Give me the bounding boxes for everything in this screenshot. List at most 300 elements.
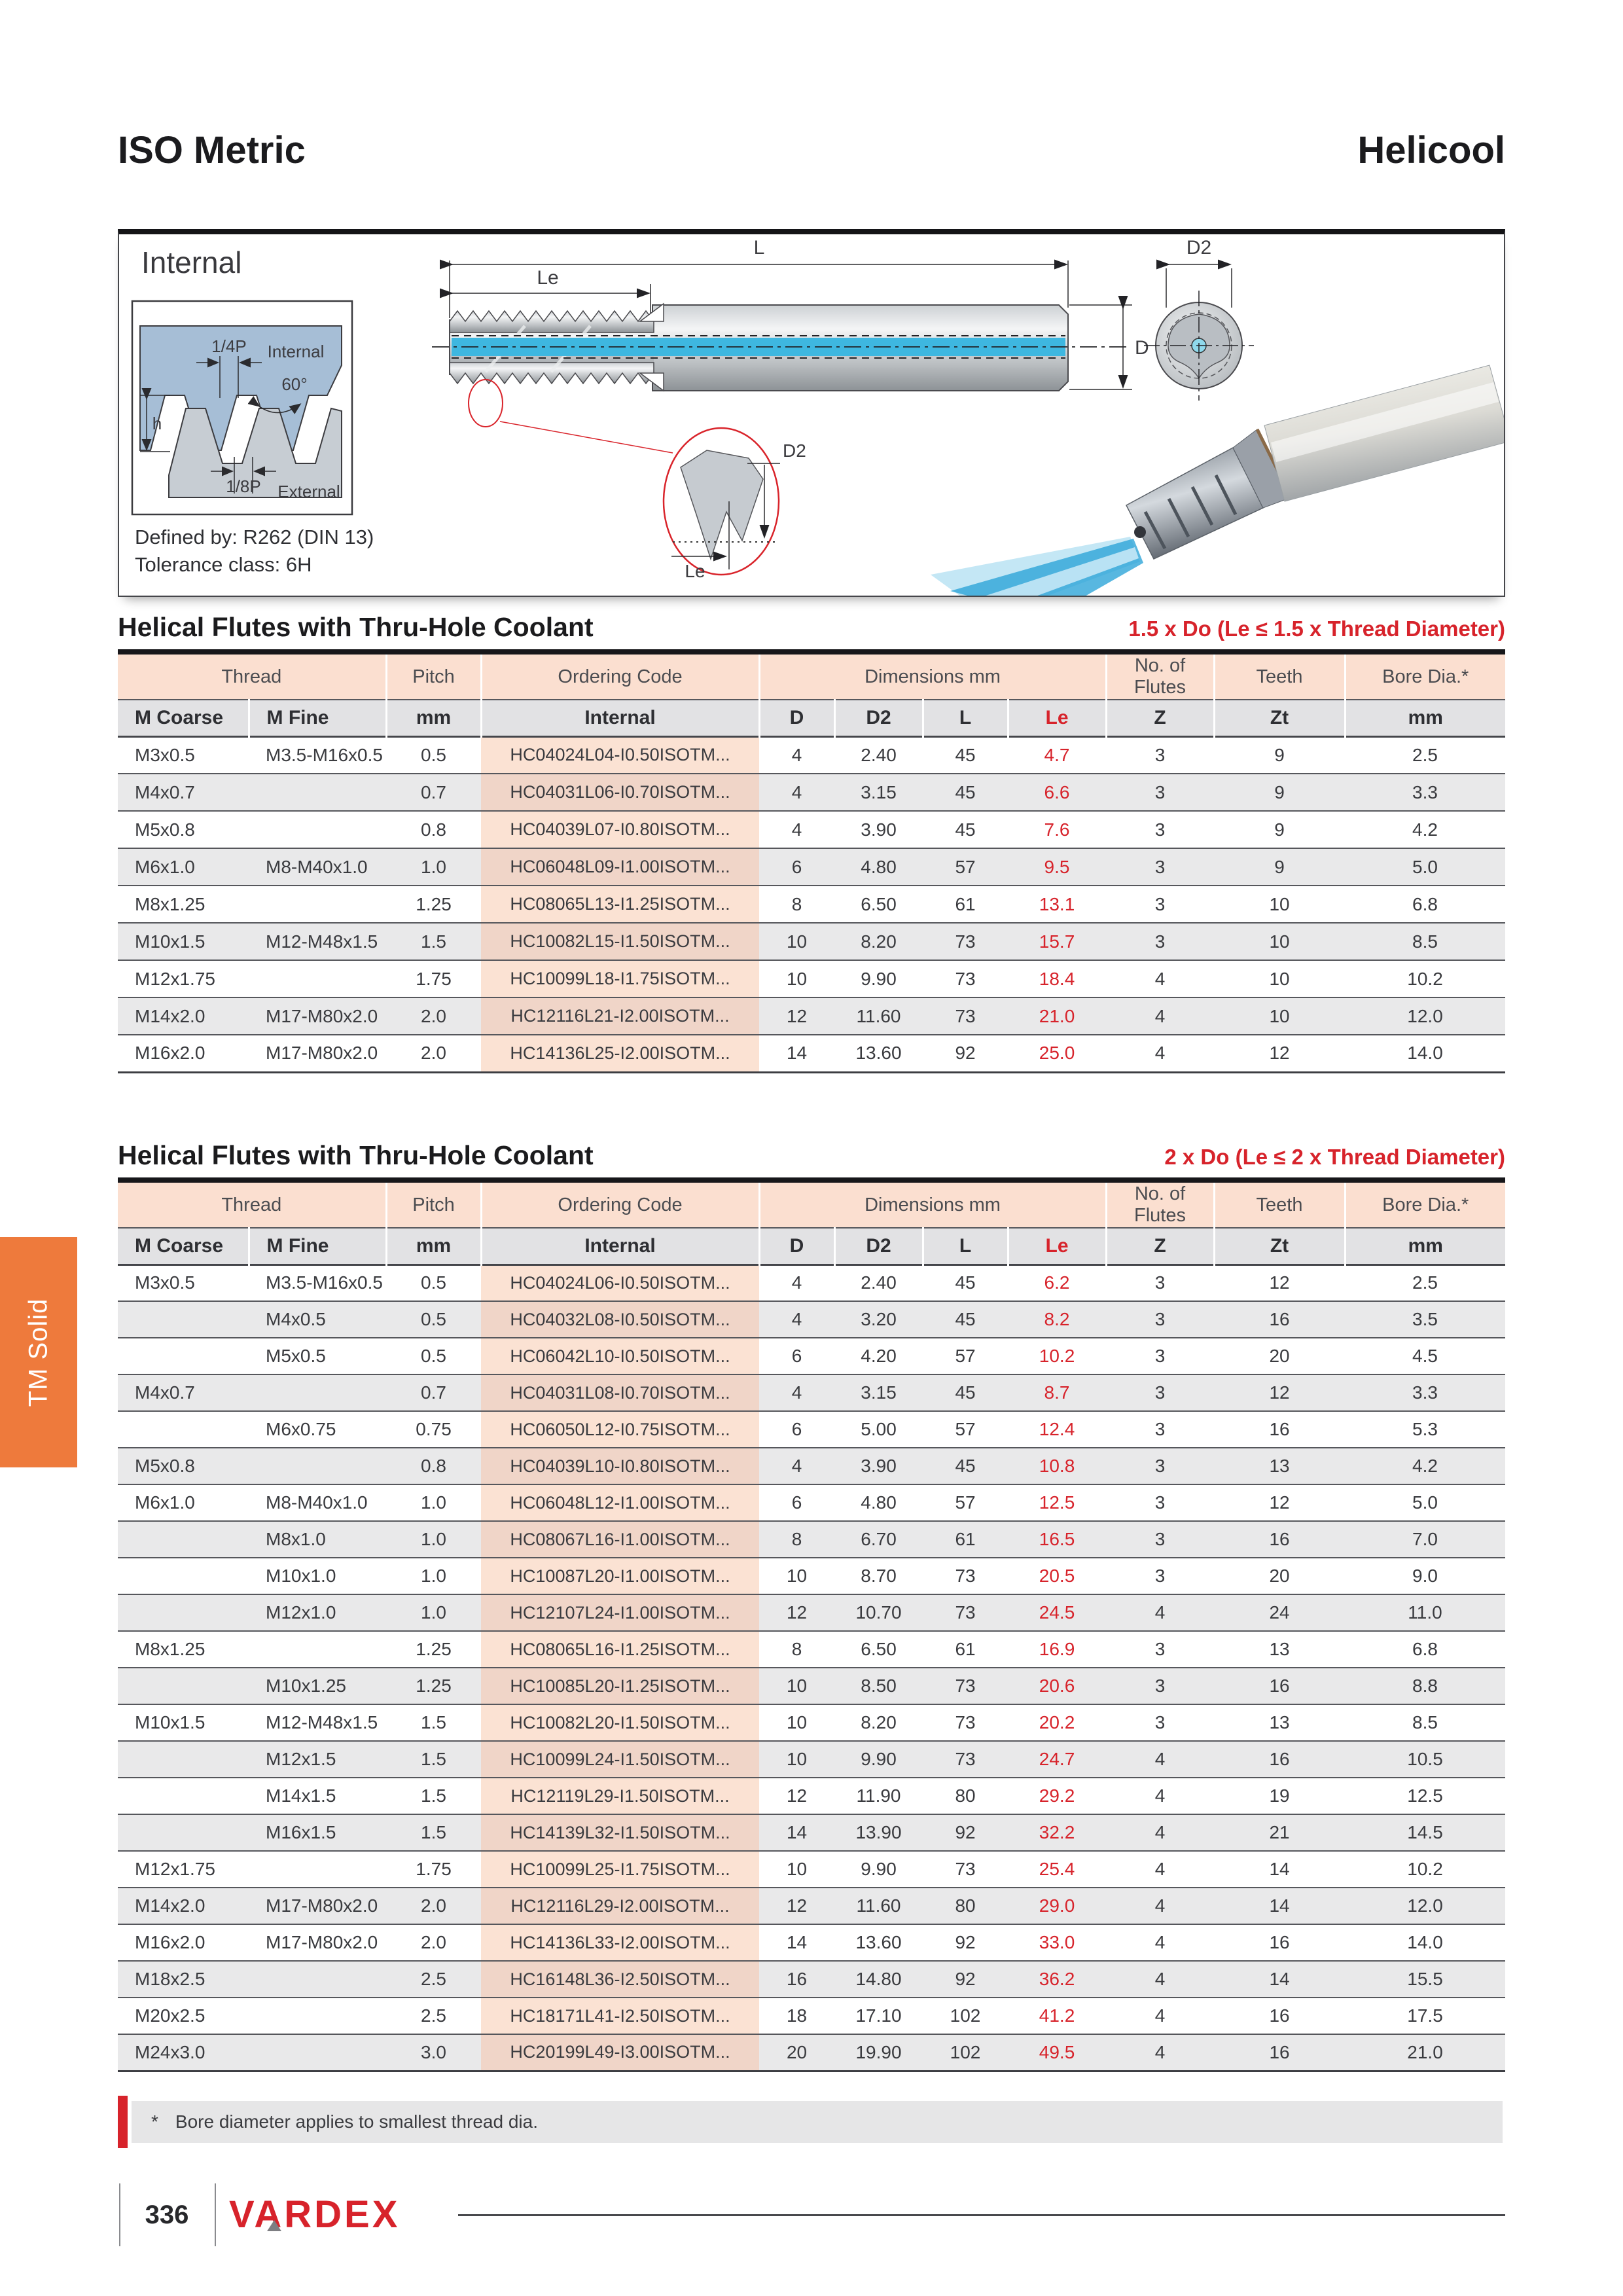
ordering-code-cell: HC10087L20-I1.00ISOTM...: [481, 1558, 759, 1594]
col-group-dimensions: Dimensions mm: [759, 652, 1106, 700]
z-cell: 3: [1154, 1639, 1166, 1659]
le-cell: 20.5: [1039, 1566, 1075, 1586]
col-group-ordering-code: Ordering Code: [481, 1180, 759, 1228]
m-coarse-cell: M24x3.0: [135, 2041, 205, 2062]
zt-cell: 21: [1269, 1822, 1290, 1842]
dimension-D-lines: [1069, 305, 1132, 389]
d-cell: 18: [786, 2005, 808, 2026]
m-fine-cell: M17-M80x2.0: [266, 1005, 378, 1026]
table-row: [118, 848, 1505, 886]
z-cell: 4: [1154, 1895, 1166, 1916]
d2-cell: 8.50: [861, 1676, 897, 1696]
d-cell: 6: [791, 1492, 802, 1513]
table-row: [118, 1374, 1505, 1411]
m-fine-cell: M10x1.0: [266, 1566, 336, 1586]
sub-header-row: [118, 1228, 1505, 1265]
m-coarse-cell: M12x1.75: [135, 1859, 215, 1879]
m-fine-cell: M8x1.0: [266, 1529, 326, 1549]
m-coarse-cell: [118, 1411, 249, 1448]
detail-callout: [469, 380, 806, 581]
bore-cell: 3.5: [1412, 1309, 1438, 1329]
d-cell: 8: [791, 1529, 802, 1549]
col-d: D: [759, 700, 834, 736]
ordering-code-cell: HC18171L41-I2.50ISOTM...: [481, 1998, 759, 2034]
m-coarse-cell: [118, 1814, 249, 1851]
footnote-mark: *: [151, 2111, 158, 2132]
col-l: L: [923, 700, 1008, 736]
footnote-strip: [132, 2101, 1503, 2143]
zt-cell: 13: [1269, 1456, 1290, 1476]
pitch-cell: 0.7: [421, 781, 446, 802]
le-cell: 13.1: [1039, 893, 1075, 914]
d2-cell: 4.80: [861, 856, 897, 877]
tool-photo: [931, 365, 1504, 596]
table-row: [118, 736, 1505, 774]
le-cell: 8.7: [1044, 1382, 1070, 1403]
bore-cell: 3.3: [1412, 781, 1438, 802]
le-cell: 10.8: [1039, 1456, 1075, 1476]
m-fine-cell: M8-M40x1.0: [266, 1492, 368, 1513]
l-cell: 45: [955, 819, 976, 840]
footnote-bar: [118, 2096, 1505, 2148]
footnote-red-bar: [118, 2096, 128, 2148]
m-coarse-cell: M10x1.5: [135, 931, 205, 952]
page-title-standard: ISO Metric: [118, 129, 306, 171]
m-coarse-cell: M18x2.5: [135, 1969, 205, 1989]
ordering-code-cell: HC10085L20-I1.25ISOTM...: [481, 1668, 759, 1704]
col-group-pitch: Pitch: [386, 1180, 481, 1228]
z-cell: 4: [1154, 1822, 1166, 1842]
m-fine-cell: M3.5-M16x0.5: [266, 744, 383, 765]
m-coarse-cell: [118, 1594, 249, 1631]
defined-by-text: Defined by: R262 (DIN 13): [135, 526, 374, 548]
d2-cell: 17.10: [855, 2005, 902, 2026]
table-row: [118, 997, 1505, 1035]
table-row: [118, 886, 1505, 923]
pitch-cell: 1.25: [416, 1676, 452, 1696]
col-internal: Internal: [481, 1228, 759, 1265]
quarter-pitch-label: 1/4P: [211, 336, 247, 356]
zt-cell: 16: [1269, 2041, 1290, 2062]
col-d: D: [759, 1228, 834, 1265]
detail-Le-label: Le: [685, 561, 705, 581]
section-annotation: 2 x Do (Le ≤ 2 x Thread Diameter): [1164, 1145, 1505, 1169]
ordering-code-cell: HC10099L24-I1.50ISOTM...: [481, 1741, 759, 1778]
ordering-code-cell: HC06048L12-I1.00ISOTM...: [481, 1484, 759, 1521]
footer-divider: [215, 2183, 216, 2246]
zt-cell: 16: [1269, 1419, 1290, 1439]
table-row: [118, 1558, 1505, 1594]
l-cell: 73: [955, 1749, 976, 1769]
pitch-cell: 0.5: [421, 1346, 446, 1366]
m-coarse-cell: M16x2.0: [135, 1932, 205, 1952]
table-row: [118, 1484, 1505, 1521]
l-cell: 73: [955, 968, 976, 989]
ordering-code-cell: HC04032L08-I0.50ISOTM...: [481, 1301, 759, 1338]
l-cell: 73: [955, 931, 976, 952]
bore-cell: 14.5: [1407, 1822, 1443, 1842]
page-title-product: Helicool: [1357, 129, 1505, 171]
ordering-code-cell: HC06048L09-I1.00ISOTM...: [481, 848, 759, 886]
side-tab-label: TM Solid: [24, 1298, 53, 1407]
col-z: Z: [1106, 1228, 1214, 1265]
z-cell: 3: [1154, 1309, 1166, 1329]
dim-D2-label: D2: [1186, 237, 1212, 259]
le-cell: 25.0: [1039, 1043, 1075, 1064]
zt-cell: 24: [1269, 1602, 1290, 1623]
bore-cell: 6.8: [1412, 1639, 1438, 1659]
zt-cell: 14: [1269, 1859, 1290, 1879]
helicool-table-1-5xdo: [118, 649, 1505, 1073]
pitch-cell: 1.0: [421, 1492, 446, 1513]
col-group-pitch: Pitch: [386, 652, 481, 700]
le-cell: 21.0: [1039, 1005, 1075, 1026]
pitch-cell: 1.0: [421, 856, 446, 877]
le-cell: 12.5: [1039, 1492, 1075, 1513]
bore-cell: 2.5: [1412, 1272, 1438, 1293]
vardex-logo-triangle-icon: [267, 2220, 281, 2231]
zt-cell: 10: [1269, 1005, 1290, 1026]
pitch-cell: 0.8: [421, 1456, 446, 1476]
ordering-code-cell: HC04039L10-I0.80ISOTM...: [481, 1448, 759, 1484]
table-row: [118, 774, 1505, 811]
le-cell: 24.5: [1039, 1602, 1075, 1623]
m-fine-cell: M8-M40x1.0: [266, 856, 368, 877]
m-fine-cell: M12x1.0: [266, 1602, 336, 1623]
zt-cell: 20: [1269, 1346, 1290, 1366]
col-group-teeth: Teeth: [1214, 1180, 1345, 1228]
l-cell: 57: [955, 1492, 976, 1513]
zt-cell: 10: [1269, 931, 1290, 952]
d2-cell: 3.15: [861, 781, 897, 802]
table-row: [118, 1338, 1505, 1374]
col-bore-mm: mm: [1408, 1234, 1443, 1257]
le-cell: 29.0: [1039, 1895, 1075, 1916]
d-cell: 20: [786, 2041, 808, 2062]
d2-cell: 2.40: [861, 744, 897, 765]
dim-D-label: D: [1135, 337, 1149, 359]
pitch-cell: 2.0: [421, 1932, 446, 1952]
l-cell: 61: [955, 1529, 976, 1549]
ordering-code-cell: HC12116L21-I2.00ISOTM...: [481, 997, 759, 1035]
d2-cell: 6.70: [861, 1529, 897, 1549]
table-row: [118, 1924, 1505, 1961]
m-coarse-cell: M5x0.8: [135, 819, 195, 840]
d2-cell: 8.20: [861, 1712, 897, 1732]
ordering-code-cell: HC04024L04-I0.50ISOTM...: [481, 736, 759, 774]
d2-cell: 3.15: [861, 1382, 897, 1403]
l-cell: 57: [955, 1346, 976, 1366]
d-cell: 10: [786, 1859, 808, 1879]
le-cell: 25.4: [1039, 1859, 1075, 1879]
bore-cell: 12.0: [1407, 1895, 1443, 1916]
zt-cell: 16: [1269, 1749, 1290, 1769]
m-fine-cell: [249, 811, 386, 848]
zt-cell: 12: [1269, 1043, 1290, 1064]
bore-cell: 8.5: [1412, 1712, 1438, 1732]
d-cell: 4: [791, 1382, 802, 1403]
zt-cell: 19: [1269, 1785, 1290, 1806]
pitch-cell: 1.75: [416, 1859, 452, 1879]
m-fine-cell: [249, 1631, 386, 1668]
m-coarse-cell: M4x0.7: [135, 781, 195, 802]
d-cell: 10: [786, 1676, 808, 1696]
ordering-code-cell: HC06050L12-I0.75ISOTM...: [481, 1411, 759, 1448]
ordering-code-cell: HC14136L33-I2.00ISOTM...: [481, 1924, 759, 1961]
pitch-cell: 3.0: [421, 2041, 446, 2062]
col-group-flutes: No. of Flutes: [1106, 652, 1214, 700]
pitch-cell: 1.0: [421, 1602, 446, 1623]
table-row: [118, 1265, 1505, 1301]
col-le: Le: [1008, 1228, 1106, 1265]
z-cell: 4: [1154, 1749, 1166, 1769]
zt-cell: 14: [1269, 1969, 1290, 1989]
d-cell: 14: [786, 1043, 808, 1064]
ordering-code-cell: HC16148L36-I2.50ISOTM...: [481, 1961, 759, 1998]
z-cell: 3: [1154, 1712, 1166, 1732]
d2-cell: 13.60: [855, 1043, 902, 1064]
pitch-cell: 2.0: [421, 1005, 446, 1026]
table-section-1: [118, 612, 1505, 1073]
m-coarse-cell: M20x2.5: [135, 2005, 205, 2026]
ordering-code-cell: HC10082L15-I1.50ISOTM...: [481, 923, 759, 960]
ordering-code-cell: HC20199L49-I3.00ISOTM...: [481, 2034, 759, 2071]
l-cell: 45: [955, 1309, 976, 1329]
page-footer: [118, 2183, 1505, 2246]
footer-divider: [119, 2183, 120, 2246]
col-group-flutes: No. of Flutes: [1106, 1180, 1214, 1228]
d2-cell: 2.40: [861, 1272, 897, 1293]
m-coarse-cell: M8x1.25: [135, 1639, 205, 1659]
col-internal: Internal: [481, 700, 759, 736]
ordering-code-cell: HC04031L08-I0.70ISOTM...: [481, 1374, 759, 1411]
z-cell: 4: [1154, 1005, 1166, 1026]
bore-cell: 10.2: [1407, 968, 1443, 989]
pitch-cell: 2.0: [421, 1895, 446, 1916]
bore-cell: 10.5: [1407, 1749, 1443, 1769]
l-cell: 92: [955, 1932, 976, 1952]
z-cell: 4: [1154, 1932, 1166, 1952]
m-coarse-cell: [118, 1741, 249, 1778]
angle-label: 60°: [281, 374, 308, 394]
z-cell: 3: [1154, 893, 1166, 914]
ordering-code-cell: HC10099L18-I1.75ISOTM...: [481, 960, 759, 997]
m-coarse-cell: [118, 1338, 249, 1374]
l-cell: 102: [950, 2041, 981, 2062]
zt-cell: 10: [1269, 968, 1290, 989]
table-row: [118, 1521, 1505, 1558]
pitch-cell: 1.5: [421, 1749, 446, 1769]
le-cell: 7.6: [1044, 819, 1070, 840]
d2-cell: 13.60: [855, 1932, 902, 1952]
table-row: [118, 1961, 1505, 1998]
ordering-code-cell: HC10099L25-I1.75ISOTM...: [481, 1851, 759, 1888]
m-coarse-cell: M10x1.5: [135, 1712, 205, 1732]
le-cell: 4.7: [1044, 744, 1070, 765]
d2-cell: 3.90: [861, 819, 897, 840]
d-cell: 4: [791, 781, 802, 802]
table-row: [118, 1814, 1505, 1851]
z-cell: 3: [1154, 1382, 1166, 1403]
zt-cell: 9: [1274, 856, 1285, 877]
zt-cell: 9: [1274, 744, 1285, 765]
tool-side-view: [432, 304, 1127, 391]
section-title: Helical Flutes with Thru-Hole Coolant: [118, 1140, 594, 1170]
pitch-cell: 1.5: [421, 1785, 446, 1806]
d2-cell: 4.80: [861, 1492, 897, 1513]
l-cell: 57: [955, 1419, 976, 1439]
d-cell: 6: [791, 1419, 802, 1439]
ordering-code-cell: HC08065L13-I1.25ISOTM...: [481, 886, 759, 923]
pitch-cell: 2.5: [421, 2005, 446, 2026]
m-coarse-cell: [118, 1668, 249, 1704]
vardex-logo: VARDEX: [229, 2193, 401, 2236]
d-cell: 12: [786, 1602, 808, 1623]
ordering-code-cell: HC12107L24-I1.00ISOTM...: [481, 1594, 759, 1631]
d2-cell: 11.90: [856, 1785, 901, 1806]
z-cell: 4: [1154, 1043, 1166, 1064]
le-cell: 8.2: [1044, 1309, 1070, 1329]
z-cell: 3: [1154, 1456, 1166, 1476]
d-cell: 12: [786, 1785, 808, 1806]
col-m-fine: M Fine: [249, 1228, 386, 1265]
le-cell: 10.2: [1039, 1346, 1075, 1366]
d2-cell: 8.20: [861, 931, 897, 952]
z-cell: 3: [1154, 1346, 1166, 1366]
m-fine-cell: [249, 886, 386, 923]
m-fine-cell: [249, 1998, 386, 2034]
zt-cell: 13: [1269, 1639, 1290, 1659]
zt-cell: 16: [1269, 1529, 1290, 1549]
zt-cell: 16: [1269, 2005, 1290, 2026]
d-cell: 10: [786, 968, 808, 989]
d2-cell: 19.90: [855, 2041, 902, 2062]
d-cell: 12: [786, 1895, 808, 1916]
zt-cell: 16: [1269, 1676, 1290, 1696]
m-fine-cell: M16x1.5: [266, 1822, 336, 1842]
l-cell: 102: [950, 2005, 981, 2026]
z-cell: 3: [1154, 1419, 1166, 1439]
section-title: Helical Flutes with Thru-Hole Coolant: [118, 612, 594, 642]
d-cell: 6: [791, 856, 802, 877]
table-row: [118, 811, 1505, 848]
l-cell: 92: [955, 1043, 976, 1064]
z-cell: 4: [1154, 968, 1166, 989]
col-m-coarse: M Coarse: [118, 1228, 249, 1265]
l-cell: 45: [955, 1456, 976, 1476]
m-coarse-cell: M14x2.0: [135, 1005, 205, 1026]
m-fine-cell: [249, 1961, 386, 1998]
bore-cell: 15.5: [1407, 1969, 1443, 1989]
col-pitch-mm: mm: [386, 1228, 481, 1265]
table-row: [118, 1594, 1505, 1631]
bore-cell: 14.0: [1407, 1932, 1443, 1952]
col-pitch-mm: mm: [386, 700, 481, 736]
eighth-pitch-label: 1/8P: [226, 476, 261, 496]
col-group-thread: Thread: [118, 652, 386, 700]
z-cell: 3: [1154, 1272, 1166, 1293]
l-cell: 61: [955, 893, 976, 914]
pitch-cell: 2.0: [421, 1043, 446, 1064]
m-coarse-cell: M12x1.75: [135, 968, 215, 989]
m-coarse-cell: [118, 1778, 249, 1814]
m-fine-cell: M17-M80x2.0: [266, 1932, 378, 1952]
group-header-row: [118, 1180, 1505, 1228]
pitch-cell: 2.5: [421, 1969, 446, 1989]
table-row: [118, 1998, 1505, 2034]
z-cell: 3: [1154, 744, 1166, 765]
m-coarse-cell: [118, 1558, 249, 1594]
col-d2: D2: [834, 700, 923, 736]
bore-cell: 11.0: [1408, 1602, 1442, 1623]
table-row: [118, 1888, 1505, 1924]
m-fine-cell: M5x0.5: [266, 1346, 326, 1366]
le-cell: 49.5: [1039, 2041, 1075, 2062]
col-bore-mm: mm: [1408, 706, 1443, 728]
le-cell: 18.4: [1039, 968, 1075, 989]
le-cell: 6.6: [1044, 781, 1070, 802]
l-cell: 45: [955, 781, 976, 802]
internal-side-label: Internal: [267, 342, 325, 361]
d-cell: 16: [786, 1969, 808, 1989]
table-row: [118, 960, 1505, 997]
d-cell: 12: [786, 1005, 808, 1026]
z-cell: 4: [1154, 1969, 1166, 1989]
le-cell: 29.2: [1039, 1785, 1075, 1806]
dim-Le-label: Le: [537, 267, 559, 289]
l-cell: 80: [955, 1785, 976, 1806]
le-cell: 6.2: [1044, 1272, 1070, 1293]
bore-cell: 12.5: [1407, 1785, 1443, 1806]
bore-cell: 2.5: [1412, 744, 1438, 765]
m-coarse-cell: M6x1.0: [135, 1492, 195, 1513]
le-cell: 9.5: [1044, 856, 1070, 877]
section-annotation: 1.5 x Do (Le ≤ 1.5 x Thread Diameter): [1128, 617, 1505, 641]
col-group-teeth: Teeth: [1214, 652, 1345, 700]
z-cell: 3: [1154, 1492, 1166, 1513]
bore-cell: 6.8: [1412, 893, 1438, 914]
m-fine-cell: M10x1.25: [266, 1676, 346, 1696]
le-cell: 15.7: [1039, 931, 1075, 952]
d-cell: 6: [791, 1346, 802, 1366]
col-d2: D2: [834, 1228, 923, 1265]
m-fine-cell: M12-M48x1.5: [266, 931, 378, 952]
m-coarse-cell: [118, 1301, 249, 1338]
ordering-code-cell: HC14139L32-I1.50ISOTM...: [481, 1814, 759, 1851]
le-cell: 20.6: [1039, 1676, 1075, 1696]
zt-cell: 9: [1274, 781, 1285, 802]
le-cell: 24.7: [1039, 1749, 1075, 1769]
table-row: [118, 1741, 1505, 1778]
table-row: [118, 1448, 1505, 1484]
bore-cell: 4.5: [1412, 1346, 1438, 1366]
zt-cell: 13: [1269, 1712, 1290, 1732]
d-cell: 4: [791, 1456, 802, 1476]
pitch-cell: 0.75: [416, 1419, 452, 1439]
m-fine-cell: [249, 1851, 386, 1888]
zt-cell: 9: [1274, 819, 1285, 840]
photo-shank: [1264, 365, 1504, 501]
z-cell: 3: [1154, 819, 1166, 840]
bore-cell: 14.0: [1407, 1043, 1443, 1064]
le-cell: 36.2: [1039, 1969, 1075, 1989]
bore-cell: 9.0: [1412, 1566, 1438, 1586]
helicool-table-2xdo: [118, 1177, 1505, 2072]
pitch-cell: 1.75: [416, 968, 452, 989]
section-head: [118, 1140, 1505, 1177]
col-group-bore: Bore Dia.*: [1382, 1194, 1469, 1215]
le-cell: 16.9: [1039, 1639, 1075, 1659]
